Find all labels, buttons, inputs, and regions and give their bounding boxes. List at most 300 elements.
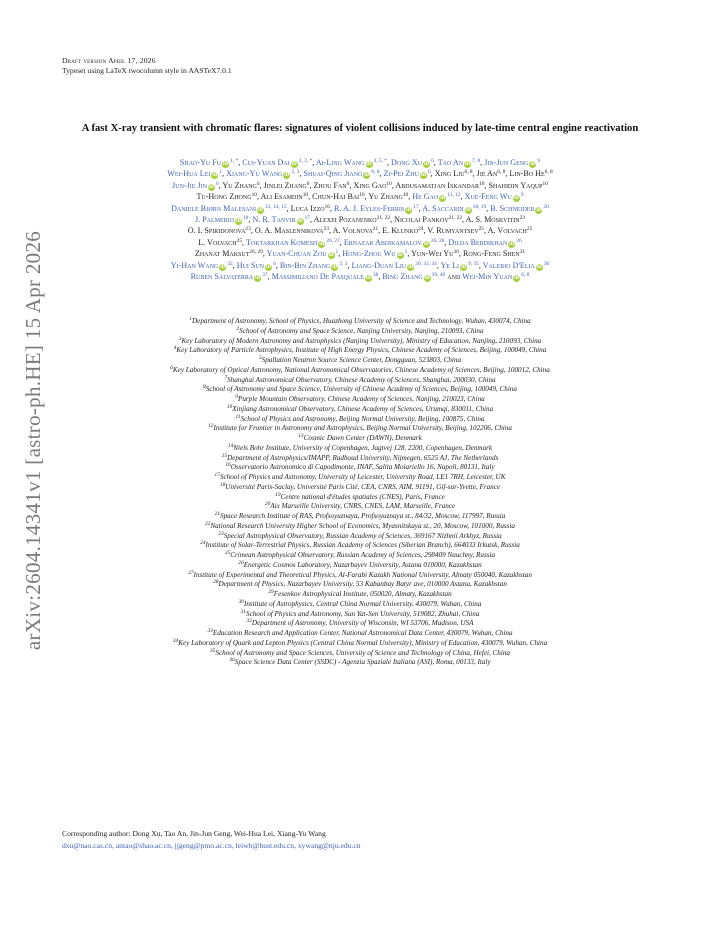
orcid-icon[interactable]: iD bbox=[464, 162, 471, 167]
orcid-icon[interactable]: iD bbox=[420, 173, 427, 179]
affiliation-text: Crimean Astrophysical Observatory, Russian Academy of Sciences, 298409 Nauchny, Russia bbox=[230, 551, 496, 559]
affiliation-number: 35 bbox=[209, 647, 216, 654]
author-name[interactable] bbox=[272, 272, 379, 281]
orcid-icon[interactable]: iD bbox=[424, 276, 430, 282]
author-name-text: Rong-Feng Shen bbox=[462, 249, 520, 259]
affiliation-number: 33 bbox=[207, 628, 213, 634]
author-name-text: J. Palmerio bbox=[195, 215, 235, 225]
affiliation-text: School of Physics and Astronomy, University of Leicester, University Road, LE1 7RH, Leicester, UK bbox=[219, 473, 506, 481]
affiliation bbox=[40, 580, 680, 590]
orcid-icon[interactable]: iD bbox=[212, 173, 218, 179]
author-name[interactable] bbox=[171, 204, 286, 213]
affiliation bbox=[40, 454, 680, 464]
author-name[interactable] bbox=[438, 158, 480, 167]
orcid-icon[interactable]: iD bbox=[235, 219, 242, 225]
affiliation-number: 30 bbox=[238, 598, 244, 605]
author-name bbox=[198, 238, 242, 247]
author-name bbox=[368, 192, 408, 201]
orcid-icon[interactable]: iD bbox=[223, 162, 229, 167]
affiliation-marker: 10 bbox=[479, 180, 485, 187]
orcid-icon[interactable]: iD bbox=[220, 264, 226, 270]
author-name[interactable] bbox=[180, 158, 238, 167]
author-name[interactable] bbox=[382, 272, 445, 281]
affiliation bbox=[40, 551, 680, 561]
affiliation-marker: 1, * bbox=[230, 158, 239, 164]
author-name-text: Dilda Berdikhan bbox=[448, 237, 508, 247]
author-name-text: Lin-Bo He bbox=[509, 169, 545, 179]
affiliation bbox=[40, 356, 680, 366]
orcid-icon[interactable]: iD bbox=[297, 219, 303, 225]
paper-title: A fast X-ray transient with chromatic flares: signatures of violent collisions induced by late-time central engine reactivation bbox=[81, 123, 639, 134]
affiliation-text: School of Astronomy and Space Sciences, University of Science and Technology of China, Hefei, China bbox=[215, 648, 511, 657]
author-line: Shao-Yu Fu $iD^{1, *}$, Cui-Yuan Dai $iD^{2, 3, *}$, Ai-Ling Wang $iD^{4, 5, *}$, Dong Xu $iD^6$, Tao An iD$^{7, 8}$, Jin-Jun Geng $iD^9$ bbox=[179, 158, 541, 167]
author-name bbox=[509, 169, 552, 178]
author-name-text: Yu Zhang bbox=[222, 180, 257, 190]
affiliation bbox=[40, 366, 680, 376]
affiliation-number: 17 bbox=[214, 472, 220, 478]
author-name-text: Jin-Jun Geng bbox=[484, 158, 529, 167]
affiliation-marker: 30, 33, 34 bbox=[415, 260, 437, 267]
affiliation-marker: 1 bbox=[404, 249, 408, 256]
affiliation-marker: 2, 3 bbox=[339, 260, 348, 267]
author-name[interactable] bbox=[391, 158, 434, 167]
affiliation-marker: 26, 27 bbox=[326, 237, 340, 244]
affiliation-marker: 18 bbox=[243, 215, 249, 222]
author-name-text: Alexei Pozanenko bbox=[313, 215, 377, 225]
affiliation-number: 24 bbox=[200, 540, 206, 547]
affiliation-marker: 2, 3 bbox=[291, 169, 300, 176]
author-name bbox=[314, 215, 391, 224]
author-conjunction: and bbox=[447, 272, 461, 282]
affiliation-text: Purple Mountain Observatory, Chinese Academy of Sciences, Nanjing, 210023, China bbox=[237, 395, 485, 403]
author-name[interactable] bbox=[237, 261, 276, 270]
orcid-icon[interactable]: iD bbox=[319, 241, 325, 247]
affiliation bbox=[40, 327, 680, 337]
author-name-text: N. R. Tanvir bbox=[252, 215, 296, 225]
affiliation-text: Department of Astronomy, University of Wisconsin, WI 53706, Madison, USA bbox=[251, 619, 474, 628]
affiliation-marker: 23 bbox=[323, 226, 330, 233]
affiliation-number: 23 bbox=[218, 530, 224, 537]
author-name-text: Bin-Bin Zhang bbox=[279, 260, 331, 270]
author-name[interactable] bbox=[412, 192, 460, 201]
affiliation-marker: 10 bbox=[402, 192, 409, 199]
orcid-icon[interactable]: iD bbox=[536, 264, 542, 270]
author-name[interactable] bbox=[384, 169, 431, 178]
affiliation-marker: 24 bbox=[418, 226, 424, 233]
author-name-text: Daniele Bjørn Malesani bbox=[171, 203, 256, 213]
affiliation-number: 4 bbox=[173, 345, 177, 352]
affiliation-marker: 10 bbox=[251, 192, 257, 199]
affiliation-number: 34 bbox=[172, 637, 179, 644]
affiliation bbox=[40, 502, 680, 512]
author-name[interactable] bbox=[280, 261, 348, 270]
affiliation-number: 8 bbox=[203, 384, 206, 391]
corresponding-authors: Corresponding author: Dong Xu, Tao An, Jin-Jun Geng, Wei-Hua Lei, Xiang-Yu Wang bbox=[62, 829, 326, 838]
affiliation-number: 36 bbox=[229, 657, 235, 664]
author-name-text: A. Volvach bbox=[487, 226, 527, 236]
affiliation bbox=[40, 376, 680, 386]
affiliation bbox=[40, 473, 680, 483]
affiliation-marker: 6 bbox=[273, 260, 276, 267]
affiliation bbox=[40, 444, 680, 454]
author-name bbox=[466, 215, 525, 224]
author-name-text: Massimiliano De Pasquale bbox=[271, 272, 364, 282]
author-name[interactable] bbox=[167, 169, 222, 178]
author-name-text: Zhou Fan bbox=[313, 180, 347, 190]
affiliation bbox=[40, 405, 680, 415]
author-name-text: L. Volvach bbox=[198, 237, 237, 247]
affiliation-number: 15 bbox=[221, 452, 228, 459]
orcid-icon[interactable]: iD bbox=[257, 207, 264, 213]
author-line: J. Palmerio $iD^{18}$, N. R. Tanvir $iD^{17}$, Alexei Pozanenko$^{21, 22}$, Nicolai Pankov$^{21, 22}$, A. S. Moskvitin$^{23}$ bbox=[195, 215, 525, 225]
affiliation-marker: 17 bbox=[413, 203, 419, 210]
affiliation-text: Fesenkov Astrophysical Institute, 050020, Almaty, Kazakhstan bbox=[273, 590, 452, 598]
affiliation-marker: 25 bbox=[526, 226, 533, 233]
affiliation-marker: 23 bbox=[519, 215, 525, 222]
affiliation bbox=[40, 415, 680, 425]
affiliation-text: Centre national d'études spatiales (CNES), Paris, France bbox=[280, 492, 445, 501]
author-name-text: Jinlei Zhang bbox=[263, 180, 307, 190]
author-name-text: V. Rumyantsev bbox=[427, 226, 479, 236]
header-meta bbox=[62, 56, 232, 76]
author-name-text: Yuan-Chuan Zou bbox=[266, 249, 327, 259]
affiliation-marker: 13, 14, 15 bbox=[264, 203, 287, 210]
author-line: O. I. Spiridonova$^{23}$, O. A. Maslennikova$^{23}$, A. Volnova$^{21}$, E. Klunko$^{24}$, V. Rumyantsev$^{25}$, A. Volvach$^{25}$ bbox=[187, 226, 533, 236]
affiliation-text: Shanghai Astronomical Observatory, Chinese Academy of Sciences, Shanghai, 200030, China bbox=[227, 375, 496, 384]
affiliation bbox=[40, 649, 680, 659]
affiliation-marker: 37 bbox=[262, 272, 268, 279]
affiliation-marker: 6, 8 bbox=[544, 169, 553, 176]
affiliation-text: Osservatorio Astronomico di Capodimonte, INAF, Salita Moiariello 16, Napoli, 80131, Italy bbox=[230, 463, 495, 472]
affiliation-text: Key Laboratory of Modern Astronomy and Astrophysics (Nanjing University), Ministry of Education, Nanjing, 210093, China bbox=[181, 336, 542, 345]
affiliation-text: School of Astronomy and Space Science, University of Chinese Academy of Sciences, Beijing, 100049, China bbox=[205, 385, 517, 394]
affiliation-number: 19 bbox=[275, 491, 281, 498]
affiliation-number: 26 bbox=[238, 559, 244, 566]
affiliation-marker: 7, 8 bbox=[472, 158, 481, 164]
author-name[interactable] bbox=[172, 181, 219, 190]
author-name bbox=[312, 192, 364, 201]
affiliation bbox=[40, 483, 680, 493]
affiliation-text: School of Astronomy and Space Science, Nanjing University, Nanjing, 210093, China bbox=[239, 326, 484, 335]
orcid-icon[interactable]: iD bbox=[408, 264, 414, 270]
affiliation-number: 9 bbox=[235, 394, 238, 400]
affiliation-text: Space Science Data Center (SSDC) - Agenzia Spaziale Italiana (ASI), Roma, 00133, Italy bbox=[234, 658, 491, 667]
orcid-icon[interactable]: iD bbox=[465, 207, 471, 213]
affiliation bbox=[40, 571, 680, 581]
affiliation-marker: 6 bbox=[346, 180, 350, 187]
author-name-text: Valerio D'Elia bbox=[482, 260, 535, 270]
affiliation-marker: 31 bbox=[519, 249, 526, 256]
author-name[interactable] bbox=[267, 249, 339, 258]
author-name-text: Wei-Min Yuan bbox=[462, 272, 513, 282]
affiliation bbox=[40, 619, 680, 629]
affiliation-number: 7 bbox=[224, 374, 228, 381]
affiliation-number: 2 bbox=[236, 325, 240, 332]
affiliation-marker: 6 bbox=[215, 180, 219, 187]
orcid-icon[interactable]: iD bbox=[513, 196, 519, 202]
author-name-text: Ernazar Abdikamalov bbox=[343, 237, 422, 247]
author-name bbox=[435, 169, 473, 178]
affiliation-marker: 39, 40 bbox=[431, 272, 446, 279]
author-name[interactable] bbox=[344, 238, 445, 247]
author-name[interactable] bbox=[242, 158, 312, 167]
affiliation-marker: 23 bbox=[245, 226, 251, 233]
affiliation-marker: 32 bbox=[227, 260, 233, 267]
affiliation-text: Institute for Frontier in Astronomy and Astrophysics, Beijing Normal University, Beijing, 102206, China bbox=[213, 424, 512, 433]
affiliation-marker: 2, 3, * bbox=[298, 158, 313, 164]
author-name-text: Hong-Zhou Wu bbox=[342, 249, 396, 259]
author-name[interactable] bbox=[441, 261, 479, 270]
author-name[interactable] bbox=[304, 169, 380, 178]
affiliation-marker: 26, 28 bbox=[430, 237, 445, 244]
author-name-text: Yun-Wei Yu bbox=[411, 249, 454, 259]
affiliation-marker: 6, 8 bbox=[371, 169, 380, 176]
author-name-text: Abdusamatjan Iskandar bbox=[395, 180, 479, 190]
affiliation-marker: 30 bbox=[453, 249, 459, 256]
affiliation bbox=[40, 561, 680, 571]
author-name-text: Shuai-Qing Jiang bbox=[303, 169, 363, 179]
author-name bbox=[394, 215, 462, 224]
affiliation-text: Space Research Institute of RAS, Profsoyuznaya, Profsoyuznaya st., 84/32, Moscow, 117997, Russia bbox=[220, 512, 506, 520]
affiliation bbox=[40, 610, 680, 620]
author-name bbox=[353, 181, 391, 190]
affiliation-marker: 9 bbox=[520, 192, 524, 199]
affiliation-marker: 6 bbox=[431, 158, 434, 164]
affiliation-marker: 6 bbox=[427, 169, 431, 176]
author-name[interactable] bbox=[465, 192, 524, 201]
author-name-text: Luca Izzo bbox=[290, 203, 325, 213]
author-name bbox=[222, 181, 259, 190]
affiliation-number: 32 bbox=[246, 618, 252, 625]
author-name bbox=[188, 226, 251, 235]
author-line: Daniele Bjørn Malesani iD$^{13, 14, 15}$, Luca Izzo$^{16}$, R. A. J. Eyles-Ferris $iD^{17}$, A. Saccardi iD$^{18, 19}$, B. Schneider $iD^{20}$ bbox=[171, 203, 549, 213]
author-name bbox=[463, 249, 525, 258]
author-name[interactable] bbox=[490, 204, 549, 213]
author-name-text: Ruben Salvaterra bbox=[190, 272, 254, 282]
affiliation-marker: 36 bbox=[543, 260, 550, 267]
author-name-text: A. Volnova bbox=[332, 226, 373, 236]
author-name-text: He Gao bbox=[412, 192, 439, 202]
affiliation bbox=[40, 424, 680, 434]
author-name bbox=[395, 181, 484, 190]
affiliation-marker: 21, 22 bbox=[376, 215, 391, 222]
affiliation-number: 28 bbox=[213, 579, 219, 586]
author-name-text: Yi-Han Wang bbox=[170, 260, 219, 270]
orcid-icon[interactable]: iD bbox=[332, 264, 338, 270]
author-name-text: Ali Esamdin bbox=[260, 192, 303, 202]
author-line: Jun-Jie Jin $iD^6$, Yu Zhang$^6$, Jinlei Zhang$^6$, Zhou Fan$^6$, Xing Gao$^{10}$, Abdusamatjan Iskandar$^{10}$, Shahidin Yaqup$^{10}$ bbox=[172, 180, 548, 190]
affiliation-marker: 6 bbox=[306, 180, 310, 187]
orcid-icon[interactable]: iD bbox=[406, 207, 412, 213]
affiliation-number: 27 bbox=[188, 569, 194, 576]
orcid-icon[interactable]: iD bbox=[284, 173, 290, 179]
author-name-text: Wei-Hua Lei bbox=[167, 169, 211, 179]
author-name[interactable] bbox=[462, 272, 529, 281]
affiliation-text: Niels Bohr Institute, University of Copenhagen, Jagtvej 128, 2200, Copenhagen, Denmark bbox=[233, 443, 493, 452]
author-name-text: A. S. Moskvitin bbox=[465, 215, 520, 225]
author-name-text: O. A. Maslennikova bbox=[254, 226, 324, 236]
author-name[interactable] bbox=[342, 249, 407, 258]
orcid-icon[interactable]: iD bbox=[536, 207, 542, 213]
author-name[interactable] bbox=[195, 215, 248, 224]
orcid-icon[interactable]: iD bbox=[514, 276, 520, 282]
author-name-text: E. Klunko bbox=[382, 226, 419, 236]
affiliation-number: 14 bbox=[227, 442, 234, 449]
orcid-icon[interactable]: iD bbox=[255, 276, 261, 282]
orcid-icon[interactable]: iD bbox=[208, 184, 215, 190]
author-name-text: Shao-Yu Fu bbox=[179, 158, 222, 167]
author-name[interactable] bbox=[246, 238, 340, 247]
author-name-text: Tu-Hong Zhong bbox=[196, 192, 252, 202]
orcid-icon[interactable]: iD bbox=[460, 264, 467, 270]
author-line: Ruben Salvaterra $iD^{37}$, Massimiliano De Pasquale $iD^{38}$, Bing Zhang iD$^{39, 40}$ and Wei-Min Yuan iD$^{6, 8}$ bbox=[190, 272, 530, 282]
affiliation-marker: 26 bbox=[516, 237, 522, 244]
affiliation bbox=[40, 532, 680, 542]
affiliation-text: Xinjiang Astronomical Observatory, Chinese Academy of Sciences, Urumqi, 830011, China bbox=[232, 404, 494, 413]
affiliation bbox=[40, 541, 680, 551]
affiliation-number: 25 bbox=[224, 550, 231, 556]
affiliation-number: 21 bbox=[214, 511, 221, 517]
orcid-icon[interactable]: iD bbox=[328, 253, 334, 259]
affiliation-text: Aix Marseille University, CNRS, CNES, LAM, Marseille, France bbox=[270, 502, 456, 511]
orcid-icon[interactable]: iD bbox=[266, 264, 272, 270]
author-name bbox=[261, 192, 309, 201]
author-name-text: Chun-Hai Bai bbox=[312, 192, 360, 202]
author-name[interactable] bbox=[252, 215, 310, 224]
author-name-text: Tao An bbox=[437, 158, 464, 167]
affiliation-text: National Research University Higher School of Economics, Myasnitskaya st., 20, Moscow, 101000, Russia bbox=[210, 521, 516, 530]
affiliation-marker: 6 bbox=[256, 180, 260, 187]
author-name[interactable] bbox=[226, 169, 299, 178]
affiliation-text: Cosmic Dawn Center (DAWN), Denmark bbox=[303, 434, 422, 442]
affiliation-marker: 18, 19 bbox=[472, 203, 487, 210]
author-name-text: Hui Sun bbox=[236, 260, 265, 270]
affiliation bbox=[40, 463, 680, 473]
orcid-icon[interactable]: iD bbox=[364, 173, 370, 179]
author-line: Tu-Hong Zhong$^{10}$, Ali Esamdin$^{10}$, Chun-Hai Bai$^{10}$, Yu Zhang$^{10}$, He Gao iD$^{11, 12}$, Xue-Feng Wu $iD^9$ bbox=[196, 192, 524, 202]
affiliation-text: Energetic Cosmos Laboratory, Nazarbayev University, Astana 010000, Kazakhstan bbox=[243, 560, 482, 569]
affiliation-number: 10 bbox=[226, 403, 233, 410]
author-name-text: B. Schneider bbox=[490, 203, 535, 213]
orcid-icon[interactable]: iD bbox=[423, 241, 429, 247]
author-name bbox=[488, 181, 547, 190]
affiliation-number: 18 bbox=[219, 481, 226, 488]
author-name-text: Ai-Ling Wang bbox=[315, 158, 365, 167]
affiliation-marker: 21, 22 bbox=[448, 215, 463, 222]
affiliation bbox=[40, 385, 680, 395]
affiliation-text: Université Paris-Saclay, Université Paris Cité, CEA, CNRS, AIM, 91191, Gif-sur-Yvette, France bbox=[225, 482, 501, 491]
affiliation-number: 22 bbox=[204, 520, 211, 527]
affiliation-text: School of Physics and Astronomy, Sun Yat-Sen University, 519082, Zhuhai, China bbox=[246, 609, 480, 618]
author-name-text: Toktarkhan Komesh bbox=[245, 237, 318, 247]
affiliation bbox=[40, 337, 680, 347]
affiliation-marker: 38 bbox=[372, 272, 379, 279]
orcid-icon[interactable]: iD bbox=[291, 162, 297, 167]
author-name-text: Zi-Pei Zhu bbox=[383, 169, 419, 179]
author-name-text: Bing Zhang bbox=[382, 272, 423, 282]
orcid-icon[interactable]: iD bbox=[366, 162, 372, 167]
author-name[interactable] bbox=[484, 158, 540, 167]
affiliation-text: Institute of Astrophysics, Central China Normal University, 430079, Wuhan, China bbox=[243, 599, 482, 608]
affiliation-number: 1 bbox=[189, 316, 192, 322]
author-name[interactable] bbox=[422, 204, 486, 213]
corresponding-author-block bbox=[62, 828, 662, 852]
corresponding-emails[interactable]: dxu@nao.cas.cn, antao@shao.ac.cn, jjgeng@pmo.ac.cn, leiwh@hust.edu.cn, xywang@nju.edu.cn bbox=[62, 841, 361, 850]
affiliation bbox=[40, 434, 680, 444]
orcid-icon[interactable]: iD bbox=[530, 162, 536, 167]
author-name-text: Jun-Jie Jin bbox=[172, 180, 207, 190]
orcid-icon[interactable]: iD bbox=[509, 241, 515, 247]
author-name[interactable] bbox=[334, 204, 419, 213]
affiliation-text: Institute of Solar-Terrestrial Physics, Russian Academy of Sciences (Siberian Branch), 664033 Irkutsk, Russia bbox=[205, 541, 520, 550]
affiliation bbox=[40, 346, 680, 356]
affiliation-text: Key Laboratory of Optical Astronomy, National Astronomical Observatories, Chinese Academy of Sciences, Beijing, 100012, China bbox=[172, 365, 550, 374]
author-name-text: O. I. Spiridonova bbox=[187, 226, 246, 236]
affiliation bbox=[40, 317, 680, 327]
affiliation-number: 5 bbox=[258, 355, 262, 361]
author-name[interactable] bbox=[483, 261, 550, 270]
author-name bbox=[313, 181, 349, 190]
affiliation-marker: 26, 29 bbox=[249, 249, 263, 256]
orcid-icon[interactable]: iD bbox=[424, 162, 430, 167]
affiliation bbox=[40, 512, 680, 522]
author-name-text: Zhanat Maksut bbox=[194, 249, 250, 259]
author-name[interactable] bbox=[351, 261, 436, 270]
author-name-text: Cui-Yuan Dai bbox=[242, 158, 290, 167]
arxiv-identifier: arXiv:2604.14341v1 [astro-ph.HE] 15 Apr 2026 bbox=[21, 230, 46, 650]
author-name[interactable] bbox=[316, 158, 387, 167]
typeset-line: Typeset using LaTeX twocolumn style in AASTeX7.0.1 bbox=[62, 66, 232, 75]
affiliation-text: Department of Physics, Nazarbayev University, 53 Kabanbay Batyr ave, 010000 Astana, Kazakhstan bbox=[218, 580, 507, 589]
affiliation-marker: 10 bbox=[386, 180, 392, 187]
author-name-text: A. Saccardi bbox=[422, 203, 464, 213]
affiliation-text: Institute of Experimental and Theoretical Physics, Al-Farabi Kazakh National University, Almaty 050040, Kazakhstan bbox=[193, 570, 532, 579]
affiliation-list bbox=[40, 317, 680, 668]
affiliation bbox=[40, 590, 680, 600]
author-name-text: Ye Li bbox=[440, 260, 460, 270]
affiliation-marker: 11, 12 bbox=[447, 192, 461, 199]
affiliation-number: 13 bbox=[298, 433, 304, 439]
author-name-text: Yu Zhang bbox=[368, 192, 403, 202]
author-name-text: Xing Gao bbox=[353, 180, 387, 190]
author-name bbox=[382, 226, 423, 235]
affiliation bbox=[40, 658, 680, 668]
author-name bbox=[255, 226, 329, 235]
affiliation-number: 16 bbox=[225, 462, 231, 469]
orcid-icon[interactable]: iD bbox=[365, 276, 372, 282]
author-name[interactable] bbox=[191, 272, 268, 281]
affiliation-number: 6 bbox=[170, 364, 173, 371]
affiliation-marker: 10 bbox=[542, 180, 548, 187]
orcid-icon[interactable]: iD bbox=[397, 253, 403, 259]
author-name-text: Liang-Duan Liu bbox=[351, 260, 407, 270]
affiliation-text: Education Research and Application Center, National Astronomical Data Center, 430079, Wuhan, China bbox=[212, 629, 513, 637]
author-name[interactable] bbox=[448, 238, 521, 247]
affiliation bbox=[40, 639, 680, 649]
author-name bbox=[427, 226, 484, 235]
author-name-text: R. A. J. Eyles-Ferris bbox=[334, 203, 405, 213]
author-name-text: Shahidin Yaqup bbox=[488, 180, 543, 190]
author-line: Yi-Han Wang $iD^{32}$, Hui Sun $iD^6$, Bin-Bin Zhang iD$^{2, 3}$, Liang-Duan Liu iD$^{30, 33, 34}$, Ye Li iD$^{9, 35}$, Valerio D'Elia $iD^{36}$ bbox=[170, 260, 550, 270]
affiliation-number: 31 bbox=[240, 608, 246, 615]
affiliation-text: Key Laboratory of Particle Astrophysics, Institute of High Energy Physics, Chinese Academy of Sciences, Beijing, 100049, China bbox=[176, 346, 547, 355]
orcid-icon[interactable]: iD bbox=[440, 196, 446, 202]
author-name[interactable] bbox=[171, 261, 233, 270]
author-line: L. Volvach$^{25}$, Toktarkhan Komesh iD$^{26, 27}$, Ernazar Abdikamalov iD$^{26, 28}$, Dilda Berdikhan $iD^{26}$ bbox=[198, 237, 522, 247]
affiliation-number: 11 bbox=[235, 413, 241, 420]
affiliation-text: Spallation Neutron Source Science Center, Dongguan, 523803, China bbox=[261, 356, 462, 364]
author-name bbox=[195, 249, 263, 258]
